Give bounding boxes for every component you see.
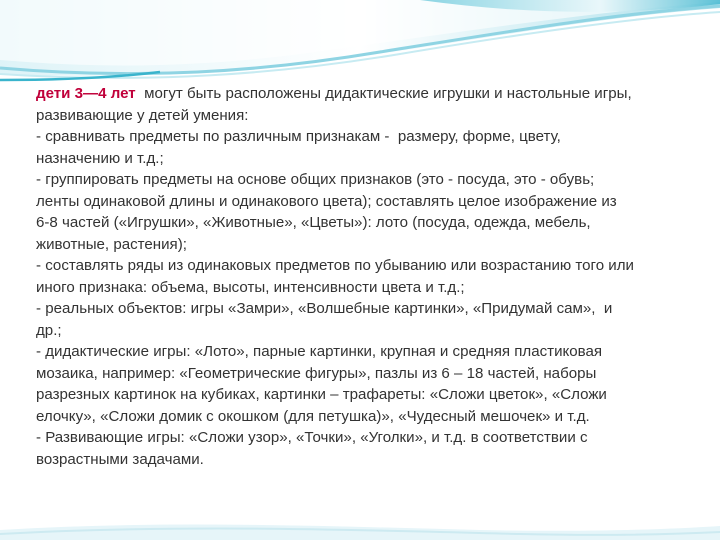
text-line-segment: могут быть расположены дидактические игрушки и настольные игры, xyxy=(135,85,632,102)
text-line: - составлять ряды из одинаковых предметов по убыванию или возрастанию того или xyxy=(36,257,634,274)
text-line: - группировать предметы на основе общих признаков (это - посуда, это - обувь; xyxy=(36,171,595,188)
text-line: иного признака: объема, высоты, интенсивности цвета и т.д.; xyxy=(36,278,465,296)
bottom-wave-decoration xyxy=(0,500,720,540)
text-line: - сравнивать предметы по различным признакам - размеру, форме, цвету, xyxy=(36,128,561,145)
text-line: - реальных объектов: игры «Замри», «Волшебные картинки», «Придумай сам», и xyxy=(36,300,613,317)
text-line: ленты одинаковой длины и одинакового цвета); составлять целое изображение из xyxy=(36,192,617,210)
text-line: мозаика, например: «Геометрические фигуры», пазлы из 6 – 18 частей, наборы xyxy=(36,364,597,382)
text-line: - Развивающие игры: «Сложи узор», «Точки», «Уголки», и т.д. в соответствии с xyxy=(36,429,588,446)
text-line: развивающие у детей умения: xyxy=(36,106,249,124)
text-line: возрастными задачами. xyxy=(36,450,204,468)
text-line: животные, растения); xyxy=(36,235,187,253)
text-line: разрезных картинок на кубиках, картинки – трафареты: «Сложи цветок», «Сложи xyxy=(36,386,607,403)
text-line: 6-8 частей («Игрушки», «Животные», «Цветы»): лото (посуда, одежда, мебель, xyxy=(36,214,591,231)
text-line xyxy=(36,83,696,105)
slide-text-block xyxy=(36,83,696,470)
text-line: назначению и т.д.; xyxy=(36,149,164,167)
text-line: - дидактические игры: «Лото», парные картинки, крупная и средняя пластиковая xyxy=(36,343,603,360)
age-group-heading: дети 3—4 лет xyxy=(36,85,136,102)
top-wave-decoration xyxy=(0,0,720,90)
text-line: др.; xyxy=(36,321,62,339)
text-line: елочку», «Сложи домик с окошком (для петушка)», «Чудесный мешочек» и т.д. xyxy=(36,407,590,425)
